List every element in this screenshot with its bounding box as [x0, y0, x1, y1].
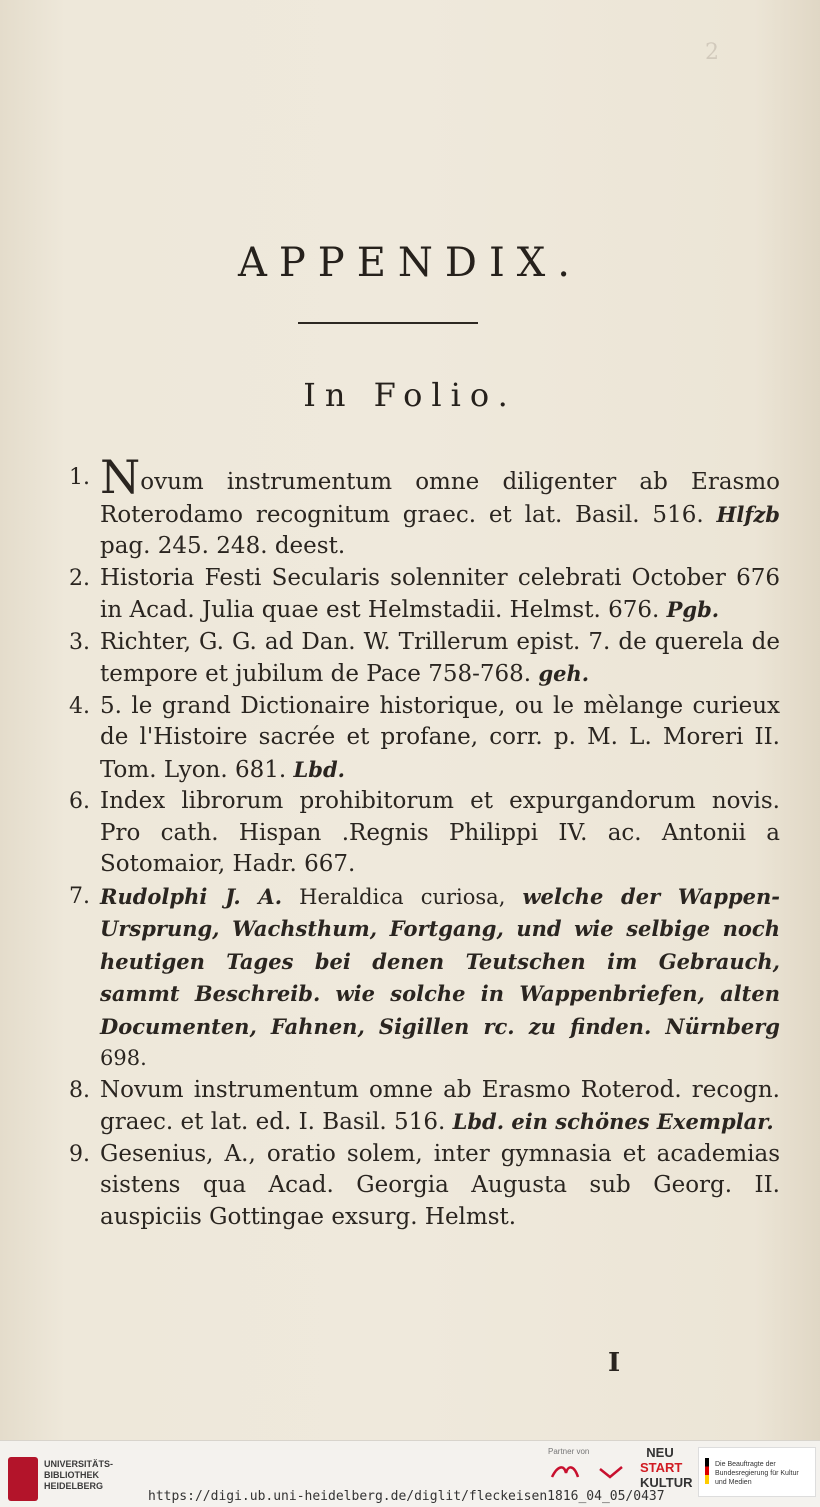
entry-1 — [40, 450, 780, 563]
entry-7 — [40, 881, 780, 1075]
entry-text: Richter, G. G. ad Dan. W. Trillerum epist. 7. de querela de tempore et jubilum de Pace 758-768. — [100, 628, 780, 687]
page-title: APPENDIX. — [238, 240, 582, 286]
entry-text: Historia Festi Secularis solenniter celebrati October 676 in Acad. Julia quae est Helmstadii. Helmst. 676. — [100, 564, 780, 623]
entry-text: 5. le grand Dictionaire historique, ou le mèlange curieux de l'Histoire sacrée et profane, corr. p. M. L. Moreri II. Tom. Lyon. 681. — [100, 692, 780, 783]
entry-number: 9. — [69, 1141, 90, 1167]
entry-text: Novum instrumentum omne ab Erasmo Roterod. recogn. graec. et lat. ed. I. Basil. 516. — [100, 1076, 780, 1135]
entry-9 — [40, 1139, 780, 1234]
signature-mark: I — [608, 1348, 621, 1378]
entry-fraktur: geh. — [538, 661, 590, 686]
entry-text: Index librorum prohibitorum et expurgandorum novis. Pro cath. Hispan .Regnis Philippi IV. ac. Antonii a Sotomaior, Hadr. 667. — [100, 788, 780, 877]
bleed-through-page-number: 2 — [705, 40, 719, 65]
drop-cap: N — [100, 450, 141, 504]
bkm-logo[interactable]: Die Beauftragte der Bundesregierung für Kultur und Medien — [698, 1447, 816, 1497]
entry-fraktur: Hlfzb — [716, 501, 780, 527]
entry-number: 2. — [69, 565, 90, 591]
entry-number: 7. — [69, 883, 90, 909]
entry-tail-2: 698. — [100, 1046, 147, 1070]
university-library-logo[interactable] — [8, 1457, 38, 1501]
partner-label: Partner von — [548, 1447, 590, 1456]
entry-number: 1. — [69, 465, 90, 490]
entry-fraktur: Pgb. — [666, 597, 720, 622]
entry-number: 4. — [69, 693, 90, 719]
entry-6 — [40, 786, 780, 881]
entry-text: Gesenius, A., oratio solem, inter gymnasia et academias sistens qua Acad. Georgia Augusta sub Georg. II. auspiciis Gottingae exsurg. Helmst. — [100, 1140, 780, 1230]
entry-tail: pag. 245. 248. deest. — [100, 533, 346, 559]
entry-text: ovum instrumentum omne diligenter ab Erasmo Roterodamo recognitum graec. et lat. Basil. 516. — [100, 469, 780, 528]
title-rule — [298, 322, 478, 324]
entry-list — [40, 450, 780, 1233]
neustart-kultur-logo[interactable]: NEU START KULTUR — [640, 1445, 693, 1490]
library-name: UNIVERSITÄTS- BIBLIOTHEK HEIDELBERG — [44, 1459, 114, 1491]
entry-number: 8. — [69, 1077, 90, 1103]
entry-number: 6. — [69, 789, 90, 814]
viewer-footer — [0, 1440, 820, 1507]
entry-fraktur-2: welche der Wappen-Ursprung, Wachsthum, Fortgang, und wie selbige noch heutigen Tages bei denen Teutschen im Gebrauch, sammt Beschreib. wie solche in Wappenbriefen, alten Documenten, Fahnen, Sigillen rc. zu finden. Nürnberg — [100, 883, 780, 1039]
entry-2 — [40, 563, 780, 627]
entry-4 — [40, 691, 780, 787]
entry-fraktur: Lbd. — [293, 756, 345, 782]
entry-8 — [40, 1075, 780, 1139]
permalink-url[interactable]: https://digi.ub.uni-heidelberg.de/diglit/fleckeisen1816_04_05/0437 — [148, 1489, 665, 1504]
entry-number: 3. — [69, 629, 90, 655]
entry-fraktur: Rudolphi J. A. — [100, 883, 283, 909]
entry-fraktur: Lbd. ein schönes Exemplar. — [452, 1109, 774, 1134]
entry-tail: Heraldica curiosa, — [282, 884, 523, 909]
section-subtitle: In Folio. — [303, 376, 517, 414]
partner-logo-icon[interactable] — [550, 1463, 580, 1483]
partner-logo-2-icon[interactable] — [596, 1463, 626, 1483]
entry-3 — [40, 627, 780, 691]
flag-icon — [705, 1458, 709, 1484]
